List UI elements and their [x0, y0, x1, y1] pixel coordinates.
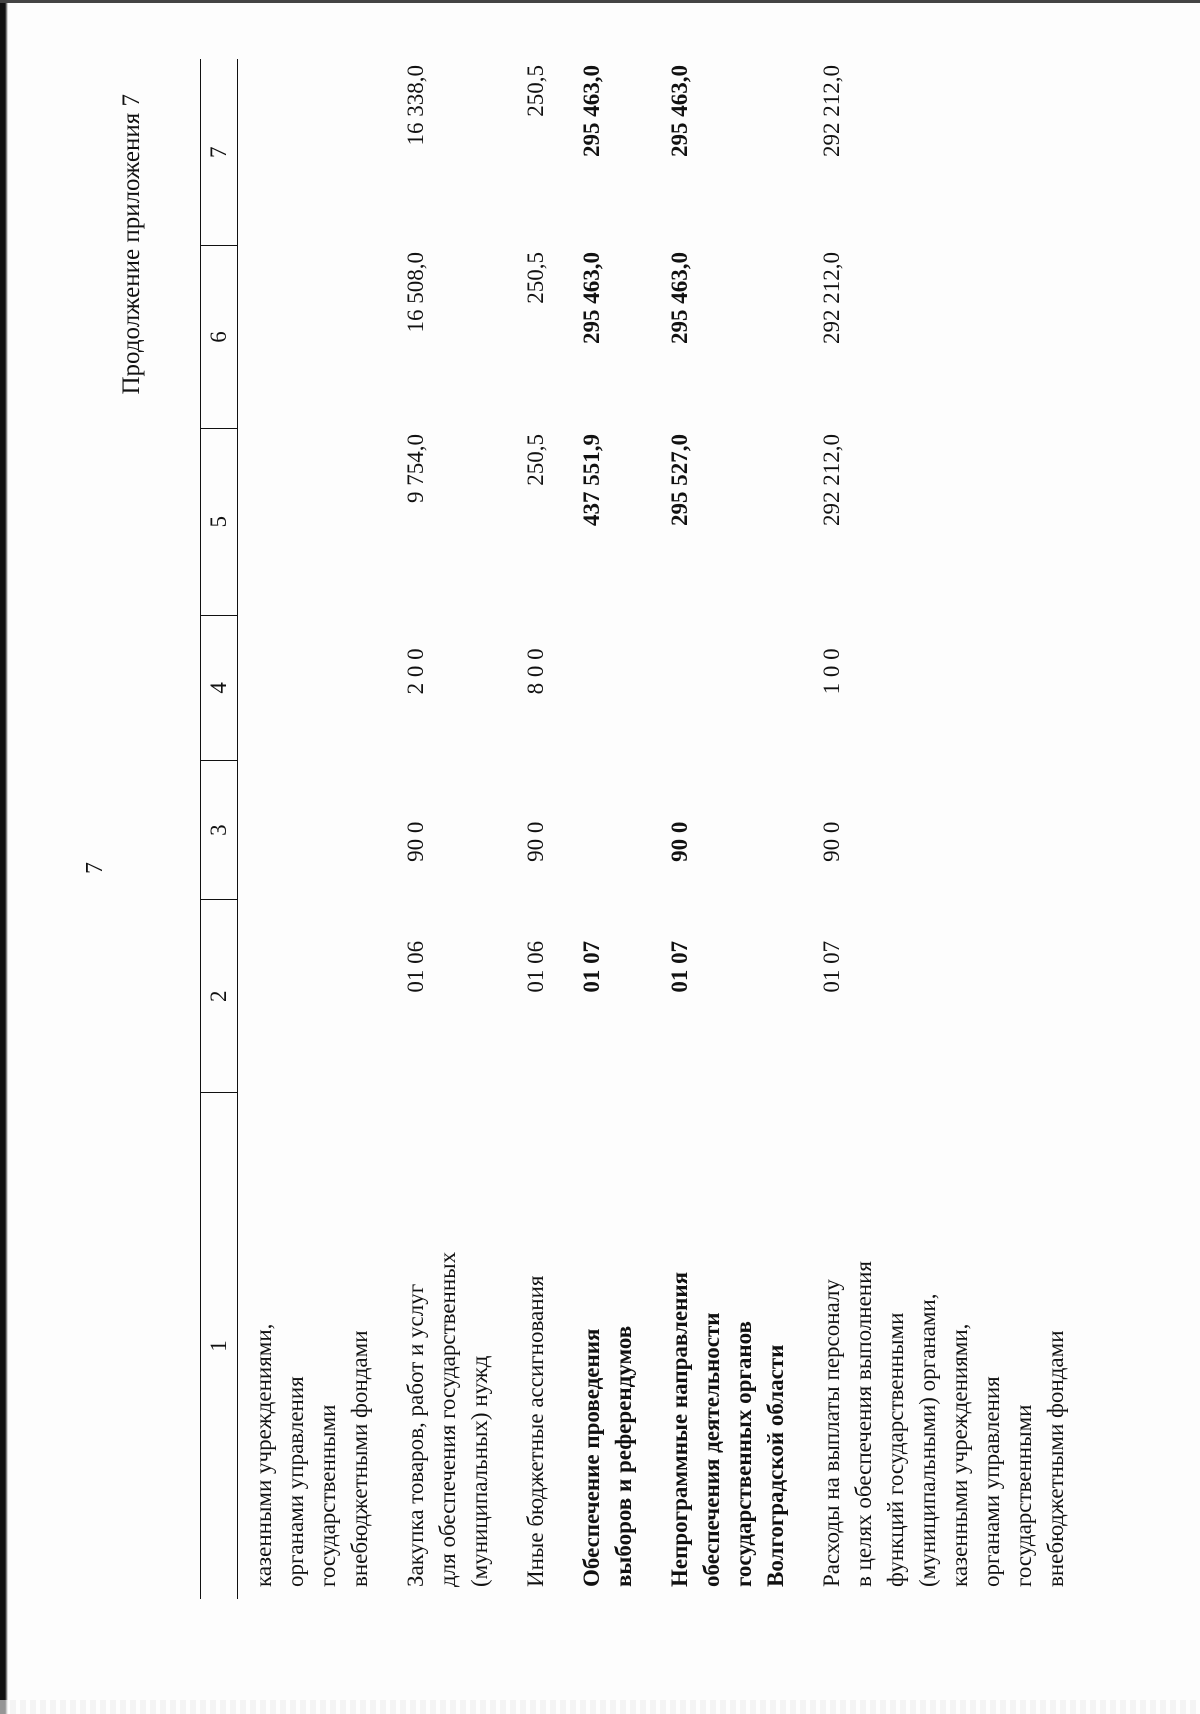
row-amount-col5: 295 527,0 [667, 434, 692, 527]
row-description: Расходы на выплаты персоналу в целях обеспечения выполнения функций государственными (муниципальными) органами, казенными учреждениями, органами управления государственными внебюджетными фондами [819, 1261, 1068, 1587]
row-amount-col5: 250,5 [523, 434, 548, 486]
column-header-1: 1 [201, 1093, 238, 1599]
table-row [248, 59, 400, 1599]
row-amount-col5: 9 754,0 [403, 434, 428, 504]
row-program-code: 90 0 [667, 821, 692, 862]
row-amount-col7: 16 338,0 [403, 65, 428, 146]
row-amount-col6: 250,5 [523, 251, 548, 304]
row-expense-type: 8 0 0 [523, 648, 548, 695]
row-description: Непрограммные направления обеспечения деятельности государственных органов Волгоградской области [667, 1271, 788, 1587]
row-expense-type [664, 615, 816, 760]
row-amount-col7 [248, 59, 400, 246]
appendix-title: Продолжение приложения 7 [118, 94, 145, 395]
row-amount-col7: 250,5 [523, 65, 548, 117]
table-row [816, 59, 1072, 1599]
column-header-6: 6 [201, 246, 238, 428]
row-amount-col6 [248, 246, 400, 428]
row-expense-type [248, 615, 400, 760]
table-body [238, 59, 1073, 1599]
row-program-code [248, 760, 400, 900]
row-amount-col7: 295 463,0 [667, 65, 692, 157]
column-header-4: 4 [201, 615, 238, 760]
column-number-header [201, 59, 238, 1599]
row-amount-col6: 16 508,0 [403, 251, 428, 333]
row-amount-col5: 292 212,0 [819, 434, 844, 527]
row-section-code: 01 07 [819, 940, 844, 993]
column-header-2: 2 [201, 900, 238, 1093]
row-program-code [576, 760, 664, 900]
row-amount-col6: 295 463,0 [579, 251, 604, 344]
row-section-code: 01 07 [667, 940, 692, 993]
row-section-code: 01 06 [403, 940, 428, 993]
page-number: 7 [82, 862, 108, 874]
table-row [576, 59, 664, 1599]
column-header-5: 5 [201, 428, 238, 615]
column-header-3: 3 [201, 760, 238, 900]
row-amount-col6: 292 212,0 [819, 251, 844, 344]
table-row [400, 59, 520, 1599]
row-section-code: 01 07 [579, 940, 604, 993]
row-description: Обеспечение проведения выборов и референдумов [579, 1325, 636, 1587]
table-row [664, 59, 816, 1599]
row-expense-type: 2 0 0 [403, 648, 428, 695]
row-program-code: 90 0 [819, 821, 844, 862]
budget-table [200, 59, 1072, 1599]
row-section-code [248, 900, 400, 1093]
row-amount-col6: 295 463,0 [667, 251, 692, 344]
row-expense-type [576, 615, 664, 760]
row-description: Закупка товаров, работ и услуг для обеспечения государственных (муниципальных) нужд [403, 1251, 492, 1587]
row-section-code: 01 06 [523, 940, 548, 993]
row-amount-col7: 295 463,0 [579, 65, 604, 157]
row-amount-col5 [248, 428, 400, 615]
row-description: казенными учреждениями, органами управления государственными внебюджетными фондами [251, 1323, 372, 1587]
column-header-7: 7 [201, 59, 238, 246]
row-program-code: 90 0 [403, 821, 428, 862]
row-amount-col7: 292 212,0 [819, 65, 844, 157]
row-program-code: 90 0 [523, 821, 548, 862]
row-description: Иные бюджетные ассигнования [523, 1275, 548, 1587]
row-expense-type: 1 0 0 [819, 648, 844, 695]
row-amount-col5: 437 551,9 [579, 434, 604, 527]
table-row [520, 59, 576, 1599]
